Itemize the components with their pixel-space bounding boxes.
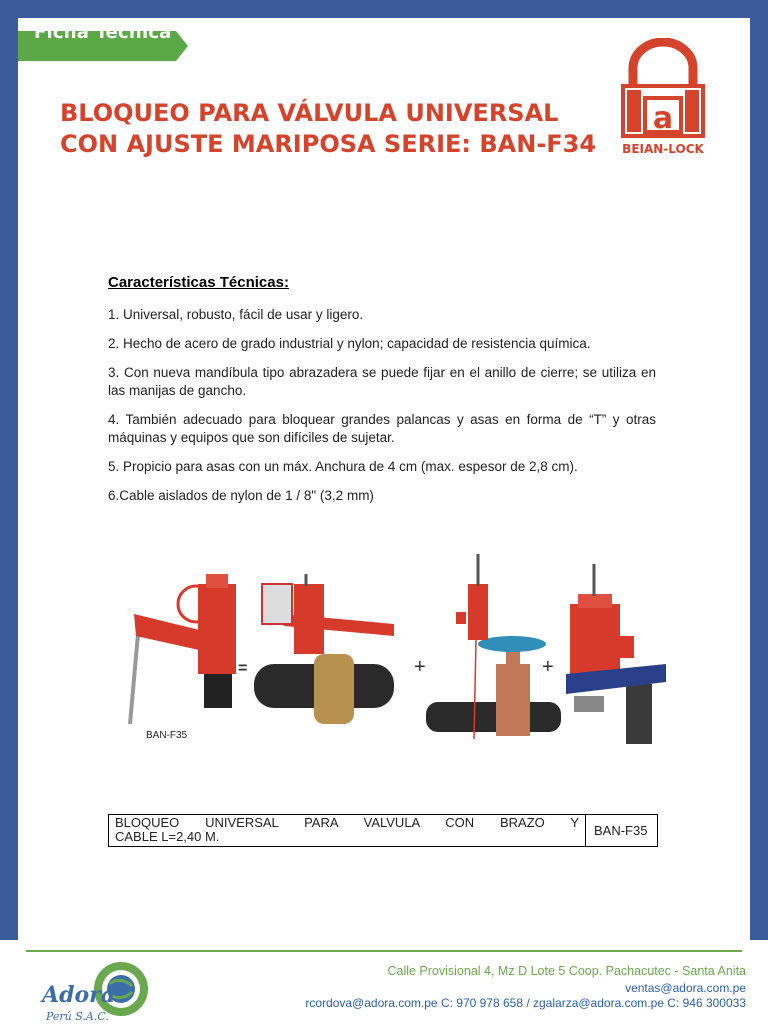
feature-item: 6.Cable aislados de nylon de 1 / 8" (3,2 mm) bbox=[108, 488, 374, 503]
company-name: Adora bbox=[42, 982, 115, 1008]
page-title bbox=[60, 98, 620, 160]
company-suffix: Perú S.A.C. bbox=[46, 1010, 109, 1023]
feature-item: 3. Con nueva mandíbula tipo abrazadera se puede fijar en el anillo de cierre; se utiliza en las manijas de gancho. bbox=[108, 365, 656, 398]
feature-item: 5. Propicio para asas con un máx. Anchura de 4 cm (max. espesor de 2,8 cm). bbox=[108, 459, 578, 474]
valve-pipe-image-1 bbox=[254, 574, 394, 734]
gate-valve-image bbox=[426, 554, 561, 744]
title-line-2: CON AJUSTE MARIPOSA SERIE: BAN-F34 bbox=[60, 130, 597, 158]
description-line-1: BLOQUEO UNIVERSAL PARA VALVULA CON BRAZO Y bbox=[115, 815, 579, 830]
padlock-icon bbox=[603, 38, 723, 142]
product-images bbox=[126, 554, 686, 754]
page-footer bbox=[0, 940, 768, 1024]
product-image-label: BAN-F35 bbox=[146, 730, 188, 741]
lever-lockout-image bbox=[556, 564, 686, 744]
footer-divider bbox=[26, 950, 742, 952]
table-cell-description bbox=[109, 815, 586, 847]
equals-sign: = bbox=[238, 660, 248, 677]
contact-details: rcordova@adora.com.pe C: 970 978 658 / zgalarza@adora.com.pe C: 946 300033 bbox=[305, 996, 746, 1010]
feature-item: 2. Hecho de acero de grado industrial y nylon; capacidad de resistencia química. bbox=[108, 336, 591, 351]
feature-item: 4. También adecuado para bloquear grandes palancas y asas en forma de “T” y otras máquinas y equipos que son difíciles de sujetar. bbox=[108, 412, 656, 445]
beian-lock-logo bbox=[603, 38, 723, 160]
description-line-2: CABLE L=2,40 M. bbox=[115, 829, 220, 844]
table-cell-code: BAN-F35 bbox=[586, 815, 658, 847]
plus-sign: + bbox=[414, 656, 426, 678]
brand-name: BEIAN-LOCK bbox=[622, 142, 704, 156]
features-heading: Características Técnicas: bbox=[108, 274, 289, 291]
datasheet-page bbox=[18, 18, 750, 940]
adora-logo bbox=[20, 958, 160, 1023]
section-tag: Ficha Técnica bbox=[34, 22, 172, 43]
sales-email: ventas@adora.com.pe bbox=[625, 981, 746, 995]
table-row bbox=[109, 815, 658, 847]
plus-sign: + bbox=[542, 656, 554, 678]
svg-text:a: a bbox=[652, 101, 674, 136]
company-address: Calle Provisional 4, Mz D Lote 5 Coop. Pachacutec - Santa Anita bbox=[387, 964, 746, 978]
title-line-1: BLOQUEO PARA VÁLVULA UNIVERSAL bbox=[60, 99, 559, 127]
lockout-device-image bbox=[126, 564, 256, 734]
spec-table bbox=[108, 814, 658, 847]
features-list bbox=[108, 306, 656, 516]
feature-item: 1. Universal, robusto, fácil de usar y ligero. bbox=[108, 307, 364, 322]
